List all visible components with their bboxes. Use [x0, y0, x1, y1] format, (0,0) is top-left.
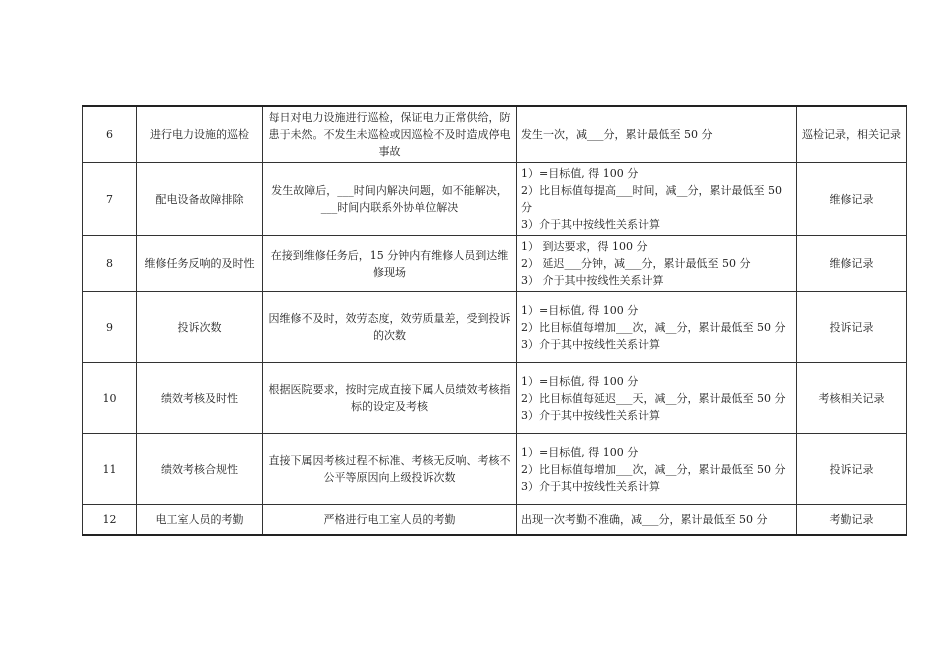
scoring-standard — [517, 292, 797, 363]
standard-line: 2）比目标值每提高___时间，减__分，累计最低至 50 分 — [521, 184, 782, 214]
row-number: 6 — [83, 106, 137, 163]
table-row — [83, 363, 907, 434]
standard-line: 1）=目标值, 得 100 分 — [521, 374, 639, 388]
table-row — [83, 292, 907, 363]
kpi-description — [263, 363, 517, 434]
row-number: 10 — [83, 363, 137, 434]
row-number: 8 — [83, 236, 137, 292]
scoring-standard — [517, 363, 797, 434]
table-row — [83, 163, 907, 236]
data-source: 维修记录 — [797, 236, 907, 292]
kpi-item: 绩效考核及时性 — [137, 363, 263, 434]
standard-line: 3）介于其中按线性关系计算 — [521, 479, 660, 493]
standard-line: 1） 到达要求，得 100 分 — [521, 240, 648, 253]
kpi-description — [263, 236, 517, 292]
kpi-description — [263, 292, 517, 363]
standard-line: 2）比目标值每增加___次，减__分，累计最低至 50 分 — [521, 462, 786, 476]
data-source: 投诉记录 — [797, 434, 907, 505]
kpi-item: 配电设备故障排除 — [137, 163, 263, 236]
standard-line: 1）=目标值, 得 100 分 — [521, 167, 639, 180]
description-line: 每日对电力设施进行巡检，保证电力正常供给，防患于未然。不发生未巡检或因巡检不及时造成停电事故 — [268, 111, 511, 158]
row-number: 7 — [83, 163, 137, 236]
row-number: 9 — [83, 292, 137, 363]
description-line: 直接下属因考核过程不标准、考核无反响、考核不公平等原因向上级投诉次数 — [268, 454, 511, 484]
table-row — [83, 236, 907, 292]
standard-line: 2） 延迟___分钟，减___分，累计最低至 50 分 — [521, 257, 751, 270]
data-source: 巡检记录，相关记录 — [797, 106, 907, 163]
description-line: 发生故障后，___时间内解决问题，如不能解决， — [271, 184, 508, 197]
standard-line: 3）介于其中按线性关系计算 — [521, 218, 660, 231]
scoring-standard — [517, 106, 797, 163]
description-line: 严格进行电工室人员的考勤 — [323, 512, 456, 526]
standard-line: 3）介于其中按线性关系计算 — [521, 408, 660, 422]
kpi-item: 维修任务反响的及时性 — [137, 236, 263, 292]
scoring-standard — [517, 434, 797, 505]
row-number: 12 — [83, 505, 137, 535]
scoring-standard — [517, 236, 797, 292]
kpi-description — [263, 505, 517, 535]
data-source: 投诉记录 — [797, 292, 907, 363]
data-source: 考核相关记录 — [797, 363, 907, 434]
description-line: 根据医院要求，按时完成直接下属人员绩效考核指标的设定及考核 — [268, 383, 511, 413]
kpi-item: 进行电力设施的巡检 — [137, 106, 263, 163]
table-row — [83, 434, 907, 505]
kpi-item: 绩效考核合规性 — [137, 434, 263, 505]
description-line: 因维修不及时，效劳态度，效劳质量差，受到投诉的次数 — [268, 312, 511, 342]
scoring-standard — [517, 505, 797, 535]
description-line: ___时间内联系外协单位解决 — [320, 201, 459, 214]
description-line: 在接到维修任务后，15 分钟内有维修人员到达维修现场 — [270, 248, 509, 279]
standard-line: 出现一次考勤不准确，减___分，累计最低至 50 分 — [521, 512, 768, 526]
table-row — [83, 505, 907, 535]
scoring-standard — [517, 163, 797, 236]
standard-line: 1）=目标值, 得 100 分 — [521, 445, 639, 459]
data-source: 维修记录 — [797, 163, 907, 236]
kpi-description — [263, 163, 517, 236]
row-number: 11 — [83, 434, 137, 505]
kpi-description — [263, 106, 517, 163]
standard-line: 3） 介于其中按线性关系计算 — [521, 274, 664, 287]
table-row — [83, 106, 907, 163]
kpi-table — [82, 105, 907, 536]
kpi-description — [263, 434, 517, 505]
standard-line: 1）=目标值, 得 100 分 — [521, 303, 639, 317]
kpi-item: 投诉次数 — [137, 292, 263, 363]
standard-line: 2）比目标值每增加___次，减__分，累计最低至 50 分 — [521, 320, 786, 334]
standard-line: 发生一次，减___分，累计最低至 50 分 — [521, 128, 713, 141]
kpi-item: 电工室人员的考勤 — [137, 505, 263, 535]
kpi-table-body — [83, 106, 907, 535]
standard-line: 3）介于其中按线性关系计算 — [521, 337, 660, 351]
standard-line: 2）比目标值每延迟___天，减__分，累计最低至 50 分 — [521, 391, 786, 405]
data-source: 考勤记录 — [797, 505, 907, 535]
